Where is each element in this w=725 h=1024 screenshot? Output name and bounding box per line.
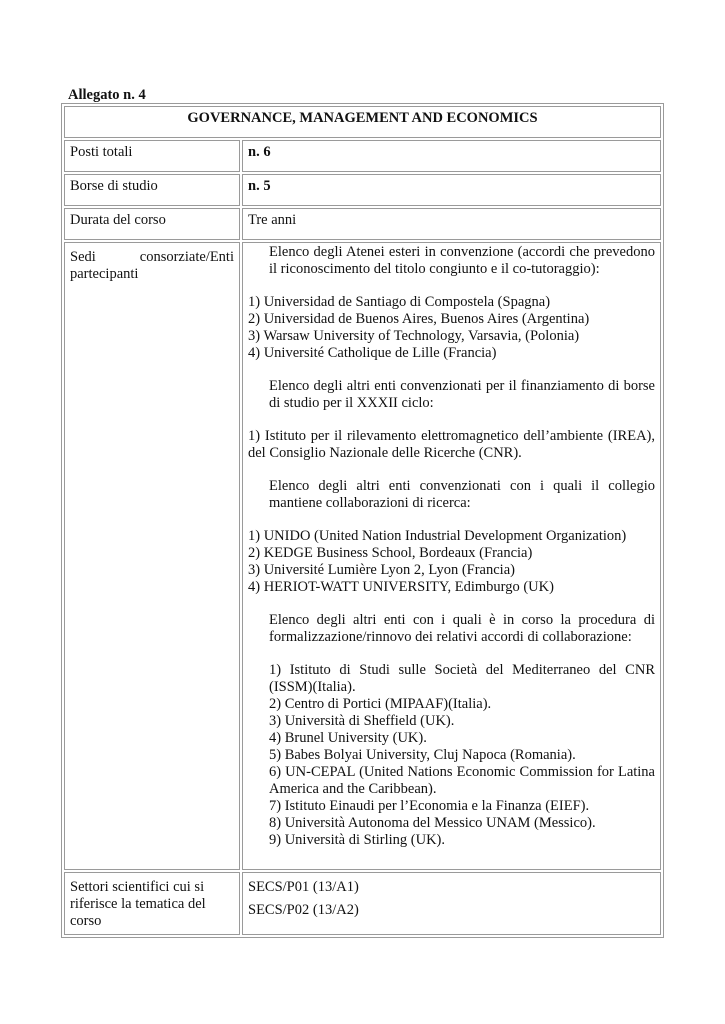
- posti-value: n. 6: [242, 140, 661, 172]
- list-item: 9) Università di Stirling (UK).: [269, 832, 445, 848]
- list-item: 5) Babes Bolyai University, Cluj Napoca (Romania).: [269, 747, 576, 763]
- settore-item: SECS/P01 (13/A1): [248, 879, 359, 895]
- list-item: 2) KEDGE Business School, Bordeaux (Francia): [248, 545, 533, 561]
- settori-label: Settori scientifici cui si riferisce la tematica del corso: [64, 872, 240, 935]
- borse-label: Borse di studio: [64, 174, 240, 206]
- settori-row: [64, 872, 661, 935]
- list-item: 2) Centro di Portici (MIPAAF)(Italia).: [269, 696, 492, 712]
- settore-item: SECS/P02 (13/A2): [248, 902, 359, 918]
- ricerca-intro: Elenco degli altri enti convenzionati con i quali il collegio mantiene collaborazioni di ricerca:: [269, 478, 655, 511]
- list-item: 4) HERIOT-WATT UNIVERSITY, Edimburgo (UK): [248, 579, 554, 595]
- atenei-intro: Elenco degli Atenei esteri in convenzione (accordi che prevedono il riconoscimento del titolo congiunto e il co-tutoraggio):: [269, 244, 655, 277]
- sedi-label-line1: Sedi consorziate/Enti: [70, 249, 234, 265]
- course-table: [61, 103, 664, 938]
- list-item: 4) Brunel University (UK).: [269, 730, 427, 746]
- settori-content: [242, 872, 661, 935]
- procedura-intro: Elenco degli altri enti con i quali è in corso la procedura di formalizzazione/rinnovo dei relativi accordi di collaborazione:: [269, 612, 655, 645]
- durata-label: Durata del corso: [64, 208, 240, 240]
- sedi-label-line2: partecipanti: [70, 266, 139, 282]
- atenei-list: [248, 294, 655, 362]
- page-heading: Allegato n. 4: [68, 87, 146, 103]
- list-item: 1) Istituto per il rilevamento elettromagnetico dell’ambiente (IREA), del Consiglio Nazionale delle Ricerche (CNR).: [248, 428, 655, 461]
- list-item: 4) Université Catholique de Lille (Francia): [248, 345, 497, 361]
- posti-row: [64, 140, 661, 172]
- title-row: [64, 106, 661, 138]
- durata-row: [64, 208, 661, 240]
- list-item: 1) UNIDO (United Nation Industrial Development Organization): [248, 528, 627, 544]
- sedi-label: [64, 242, 240, 870]
- posti-label: Posti totali: [64, 140, 240, 172]
- list-item: 1) Istituto di Studi sulle Società del Mediterraneo del CNR (ISSM)(Italia).: [269, 662, 655, 695]
- list-item: 3) Warsaw University of Technology, Varsavia, (Polonia): [248, 328, 580, 344]
- ricerca-list: [248, 528, 655, 596]
- borse-row: [64, 174, 661, 206]
- sedi-row: [64, 242, 661, 870]
- course-title: GOVERNANCE, MANAGEMENT AND ECONOMICS: [64, 106, 661, 138]
- list-item: 7) Istituto Einaudi per l’Economia e la Finanza (EIEF).: [269, 798, 590, 814]
- list-item: 6) UN-CEPAL (United Nations Economic Commission for Latina America and the Caribbean).: [269, 764, 655, 797]
- list-item: 8) Università Autonoma del Messico UNAM (Messico).: [269, 815, 596, 831]
- list-item: 3) Université Lumière Lyon 2, Lyon (Francia): [248, 562, 515, 578]
- finanz-intro: Elenco degli altri enti convenzionati per il finanziamento di borse di studio per il XXXII ciclo:: [269, 378, 655, 411]
- procedura-list: [248, 662, 655, 849]
- borse-value: n. 5: [242, 174, 661, 206]
- sedi-content: [242, 242, 661, 870]
- list-item: 1) Universidad de Santiago di Compostela (Spagna): [248, 294, 551, 310]
- durata-value: Tre anni: [242, 208, 661, 240]
- list-item: 2) Universidad de Buenos Aires, Buenos Aires (Argentina): [248, 311, 590, 327]
- list-item: 3) Università di Sheffield (UK).: [269, 713, 455, 729]
